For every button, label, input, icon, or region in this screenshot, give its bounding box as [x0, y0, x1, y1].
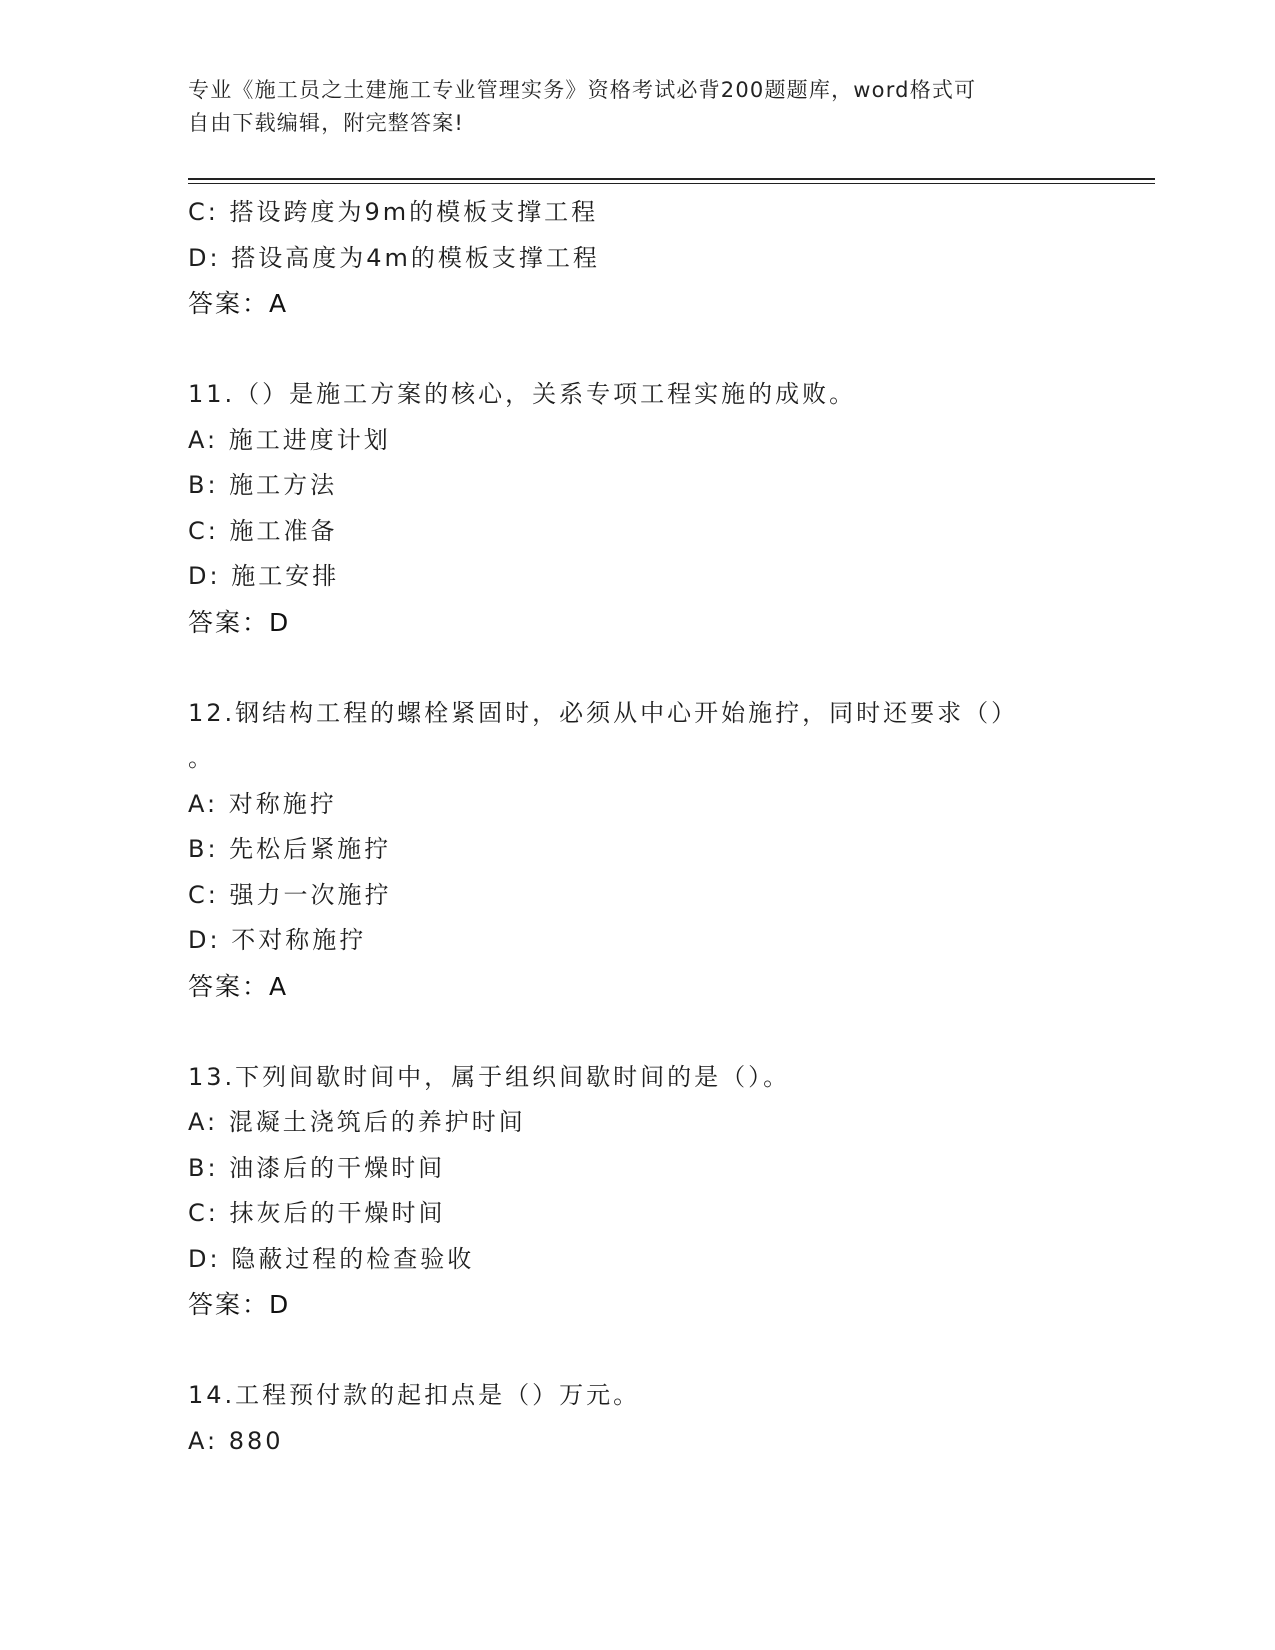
- option-b: B: 先松后紧施拧: [188, 835, 392, 863]
- option-b: B: 油漆后的干燥时间: [188, 1153, 446, 1182]
- question-13: [188, 1055, 1088, 1328]
- option-a: A: 混凝土浇筑后的养护时间: [188, 1108, 526, 1136]
- question-stem-continuation: 。: [188, 744, 215, 772]
- question-12: [188, 691, 1088, 1010]
- option-b: B: 施工方法: [188, 471, 338, 499]
- spacer: [188, 1009, 1088, 1055]
- header-line-2: 自由下载编辑，附完整答案!: [188, 111, 465, 135]
- answer: 答案：D: [188, 607, 291, 637]
- option-d: D: 搭设高度为4m的模板支撑工程: [188, 243, 600, 272]
- question-stem: 13.下列间歇时间中，属于组织间歇时间的是（）。: [188, 1062, 791, 1091]
- question-list: [188, 190, 1088, 1464]
- option-d: D: 隐蔽过程的检查验收: [188, 1244, 475, 1273]
- option-c: C: 施工准备: [188, 516, 338, 545]
- header-divider-thin: [188, 183, 1155, 184]
- answer: 答案：A: [188, 289, 289, 318]
- header-line-1: 专业《施工员之土建施工专业管理实务》资格考试必背200题题库，word格式可: [188, 78, 977, 102]
- header-divider: [188, 178, 1155, 180]
- option-a: A: 880: [188, 1426, 284, 1455]
- question-stem: 12.钢结构工程的螺栓紧固时，必须从中心开始施拧，同时还要求（）: [188, 698, 1019, 727]
- option-d: D: 施工安排: [188, 562, 340, 590]
- option-c: C: 强力一次施拧: [188, 880, 392, 909]
- question-stem: 11.（）是施工方案的核心，关系专项工程实施的成败。: [188, 380, 857, 408]
- answer: 答案：A: [188, 971, 289, 1001]
- spacer: [188, 327, 1088, 373]
- question-stem: 14.工程预付款的起扣点是（）万元。: [188, 1381, 641, 1409]
- option-a: A: 施工进度计划: [188, 425, 391, 454]
- question-10-tail: [188, 190, 1088, 327]
- option-c: C: 搭设跨度为9m的模板支撑工程: [188, 198, 599, 226]
- answer: 答案：D: [188, 1290, 291, 1319]
- option-c: C: 抹灰后的干燥时间: [188, 1199, 446, 1227]
- option-a: A: 对称施拧: [188, 789, 337, 818]
- question-14: [188, 1373, 1088, 1464]
- page-header: [188, 74, 1068, 140]
- spacer: [188, 645, 1088, 691]
- spacer: [188, 1328, 1088, 1374]
- option-d: D: 不对称施拧: [188, 926, 367, 954]
- question-11: [188, 372, 1088, 645]
